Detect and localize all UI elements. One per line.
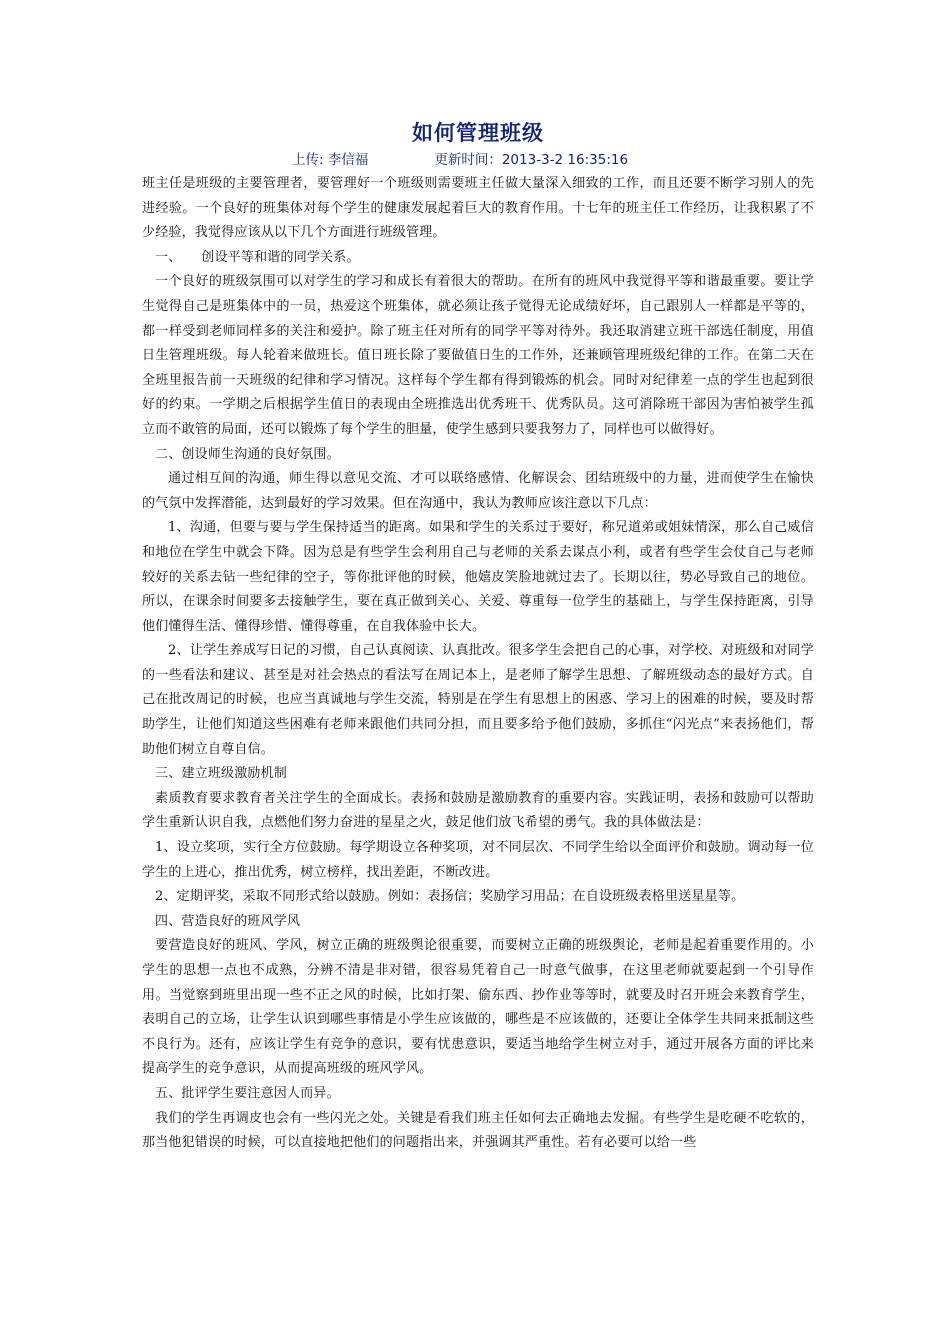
section-heading: 三、建立班级激励机制 <box>155 766 288 782</box>
list-item: 2、让学生养成写日记的习惯，自己认真阅读、认真批改。很多学生会把自己的心事，对学校、对班级和对同学的一些看法和建议、甚至是对社会热点的看法写在周记本上，是老师了解学生思想、了解班级动态的最好方式。自己在批改周记的时候，也应当真诚地与学生交流，特别是在学生有思想上的困惑、学习上的困难的时候，要及时帮助学生，让他们知道这些困难有老师来跟他们共同分担，而且要多给予他们鼓励，多抓住“闪光点”来表扬他们，帮助他们树立自尊自信。 <box>142 643 814 757</box>
uploader-label: 上传: 李信福 <box>292 152 369 168</box>
list-item: 2、定期评奖，采取不同形式给以鼓励。例如：表扬信；奖励学习用品；在自设班级表格里送星星等。 <box>155 889 745 905</box>
section-heading: 四、营造良好的班风学风 <box>155 913 301 929</box>
section-heading: 一、 创设平等和谐的同学关系。 <box>155 249 360 265</box>
update-time-label: 更新时间：2013-3-2 16:35:16 <box>434 152 629 168</box>
document-meta <box>142 150 814 170</box>
section-heading: 五、批评学生要注意因人而异。 <box>155 1085 340 1101</box>
paragraph: 素质教育要求教育者关注学生的全面成长。表扬和鼓励是激励教育的重要内容。实践证明，表扬和鼓励可以帮助学生重新认识自我，点燃他们努力奋进的星星之火，鼓足他们放飞希望的勇气。我的具体做法是： <box>142 790 814 831</box>
paragraph: 一个良好的班级氛围可以对学生的学习和成长有着很大的帮助。在所有的班风中我觉得平等和谐最重要。要让学生觉得自己是班集体中的一员，热爱这个班集体，就必须让孩子觉得无论成绩好坏，自己跟别人一样都是平等的，都一样受到老师同样多的关注和爱护。除了班主任对所有的同学平等对待外。我还取消建立班干部选任制度，用值日生管理班级。每人轮着来做班长。值日班长除了要做值日生的工作外，还兼顾管理班级纪律的工作。在第二天在全班里报告前一天班级的纪律和学习情况。这样每个学生都有得到锻炼的机会。同时对纪律差一点的学生也起到很好的约束。一学期之后根据学生值日的表现由全班推选出优秀班干、优秀队员。这可消除班干部因为害怕被学生孤立而不敢管的局面，还可以锻炼了每个学生的胆量，使学生感到只要我努力了，同样也可以做得好。 <box>142 274 814 437</box>
paragraph: 要营造良好的班风、学风，树立正确的班级舆论很重要，而要树立正确的班级舆论，老师是起着重要作用的。小学生的思想一点也不成熟，分辨不清是非对错，很容易凭着自己一时意气做事，在这里老师就要起到一个引导作用。当觉察到班里出现一些不正之风的时候，比如打架、偷东西、抄作业等等时，就要及时召开班会来教育学生，表明自己的立场，让学生认识到哪些事情是小学生应该做的，哪些是不应该做的，还要让全体学生共同来抵制这些不良行为。还有，应该让学生有竞争的意识，要有忧患意识，要适当地给学生树立对手，通过开展各方面的评比来提高学生的竞争意识，从而提高班级的班风学风。 <box>142 938 814 1077</box>
document-title: 如何管理班级 <box>412 121 544 145</box>
paragraph: 班主任是班级的主要管理者，要管理好一个班级则需要班主任做大量深入细致的工作，而且还要不断学习别人的先进经验。一个良好的班集体对每个学生的健康发展起着巨大的教育作用。十七年的班主任工作经历，让我积累了不少经验，我觉得应该从以下几个方面进行班级管理。 <box>142 176 814 241</box>
list-item: 1、沟通，但要与要与学生保持适当的距离。如果和学生的关系过于要好，称兄道弟或姐妹情深，那么自己威信和地位在学生中就会下降。因为总是有些学生会利用自己与老师的关系去谋点小利，或者有些学生会仗自己与老师较好的关系去钻一些纪律的空子，等你批评他的时候，他嬉皮笑脸地就过去了。长期以往，势必导致自己的地位。所以，在课余时间要多去接触学生，要在真正做到关心、关爱、尊重每一位学生的基础上，与学生保持距离，引导他们懂得生活、懂得珍惜、懂得尊重，在自我体验中长大。 <box>142 520 814 634</box>
document-page <box>142 118 814 1156</box>
list-item: 1、设立奖项，实行全方位鼓励。每学期设立各种奖项，对不同层次、不同学生给以全面评价和鼓励。调动每一位学生的上进心，推出优秀，树立榜样，找出差距，不断改进。 <box>142 840 814 880</box>
paragraph: 通过相互间的沟通，师生得以意见交流、才可以联络感情、化解误会、团结班级中的力量，进而使学生在愉快的气氛中发挥潜能，达到最好的学习效果。但在沟通中，我认为教师应该注意以下几点： <box>142 471 814 511</box>
section-heading: 二、创设师生沟通的良好氛围。 <box>155 446 340 462</box>
paragraph: 我们的学生再调皮也会有一些闪光之处。关键是看我们班主任如何去正确地去发掘。有些学生是吃硬不吃软的，那当他犯错误的时候，可以直接地把他们的问题指出来，并强调其严重性。若有必要可以给一些 <box>142 1110 814 1151</box>
document-body <box>142 172 814 1156</box>
